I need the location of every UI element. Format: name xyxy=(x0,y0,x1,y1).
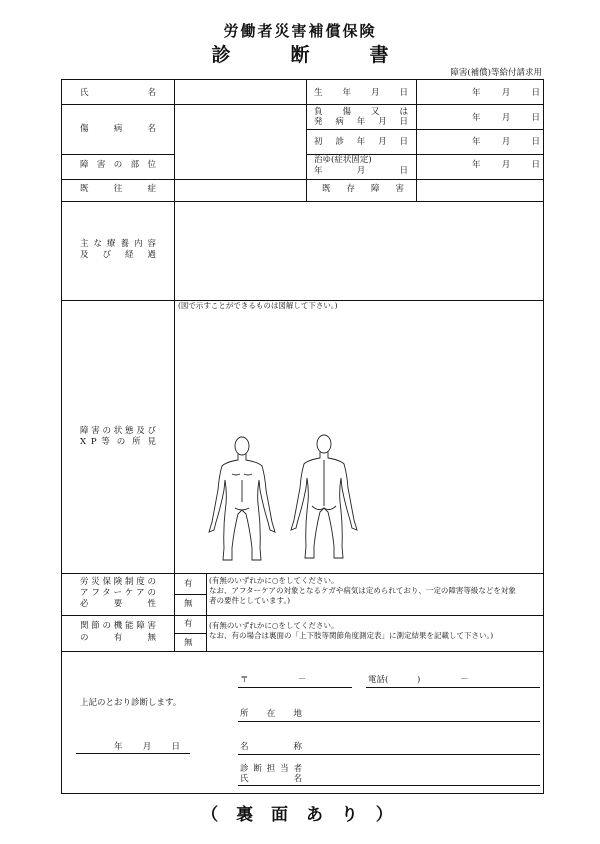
treatment-label-2: 及 び 経 過 xyxy=(80,250,156,260)
cure-label-2: 年 月 日 xyxy=(314,166,408,176)
aftercare-note-2: なお、アフターケアの対象となるケガや病気は定められており、一定の障害等級などを対象 xyxy=(209,586,516,595)
joint-note-2: なお、有の場合は裏面の「上下肢等関節角度測定表」に測定結果を記載して下さい。) xyxy=(209,631,494,640)
birth-date-units: 年 月 日 xyxy=(472,88,540,98)
treatment-label-1: 主な療養内容 xyxy=(80,239,156,249)
existing-disorder-label: 既 存 障 害 xyxy=(322,184,404,194)
aftercare-label-3: 必 要 性 xyxy=(80,599,156,609)
birth-date-label: 生 年 月 日 xyxy=(314,88,408,98)
phone-close-paren: ) xyxy=(417,675,421,685)
joint-label-2: の 有 無 xyxy=(80,633,156,643)
aftercare-no-option[interactable]: 無 xyxy=(184,599,193,609)
aftercare-note-3: 者の要件としています。) xyxy=(209,596,291,605)
first-visit-label: 初 診 年 月 日 xyxy=(314,137,408,147)
form-subtitle: 診 断 書 xyxy=(211,44,389,66)
joint-yes-option[interactable]: 有 xyxy=(184,619,193,629)
joint-label-1: 関節の機能障害 xyxy=(80,621,156,631)
findings-label-1: 障害の状態及び xyxy=(80,426,156,436)
disorder-part-label: 障害の部位 xyxy=(80,160,156,170)
phone-label: 電話( xyxy=(368,675,389,685)
certify-date-units: 年 月 日 xyxy=(114,742,180,752)
doctor-label-1: 診断担当者 xyxy=(240,764,302,774)
back-side-note: （ 裏 面 あ り ） xyxy=(201,805,399,825)
body-back-figure xyxy=(291,435,357,558)
body-front-figure xyxy=(209,437,275,560)
joint-no-option[interactable]: 無 xyxy=(184,638,193,648)
diagnosis-form: 氏 名 生 年 月 日 年 月 日 傷 病 名 負 傷 又 は 発 病 年 月 日 年 月 日 初 診 年 月 日 年 月 日 障害の部位 治ゆ(症状固定) 年 月 日 年 月 日 既 往 症 既 存 障 害 主な療養内容 及 び 経 過 (図で示すことができるものは図解して下さい。) 障害の状態及び X P 等 の 所 見 労災保険制度の アフターケアの 必 要 性 有 無 (有無のいずれかに○をしてください。 なお、アフターケアの対象となるケガや病気は定められており、一定の障害等級などを対象 者の要件としています。) 関節の機能障害 の 有 無 有 無 (有無のいずれかに○をしてください。 なお、有の場合は裏面の「上下肢等関節角度測定表」に測定結果を記載して下さい。) 上記のとおり診断します。 年 月 日 〒 － 電話( ) － 所 在 地 名 称 診断担当者 氏 名 xyxy=(61,79,544,794)
injury-date-label-1: 負 傷 又 は xyxy=(314,107,408,117)
figure-note: (図で示すことができるものは図解して下さい。) xyxy=(178,301,338,310)
injury-name-label: 傷 病 名 xyxy=(80,124,156,134)
org-name-label: 名 称 xyxy=(240,742,302,752)
doctor-label-2: 氏 名 xyxy=(240,774,302,784)
cure-date-units: 年 月 日 xyxy=(472,160,540,170)
medical-history-label: 既 往 症 xyxy=(80,184,156,194)
name-label: 氏 xyxy=(80,88,117,98)
aftercare-label-1: 労災保険制度の xyxy=(80,577,156,587)
address-label: 所 在 地 xyxy=(240,709,302,719)
aftercare-label-2: アフターケアの xyxy=(80,588,156,598)
cure-label-1: 治ゆ(症状固定) xyxy=(314,155,372,165)
aftercare-note-1: (有無のいずれかに○をしてください。 xyxy=(209,576,339,585)
postal-mark: 〒 xyxy=(240,675,249,685)
form-note: 障害(補償)等給付請求用 xyxy=(450,68,542,78)
postal-dash: － xyxy=(298,675,307,685)
injury-date-label-2: 発 病 年 月 日 xyxy=(314,117,408,127)
certify-text: 上記のとおり診断します。 xyxy=(80,698,182,708)
aftercare-yes-option[interactable]: 有 xyxy=(184,579,193,589)
injury-date-units: 年 月 日 xyxy=(472,113,540,123)
first-visit-units: 年 月 日 xyxy=(472,137,540,147)
body-diagram xyxy=(202,430,362,565)
phone-dash: － xyxy=(460,675,469,685)
findings-label-2: X P 等 の 所 見 xyxy=(80,437,156,447)
form-title: 労働者災害補償保険 xyxy=(223,22,377,40)
joint-note-1: (有無のいずれかに○をしてください。 xyxy=(209,621,339,630)
